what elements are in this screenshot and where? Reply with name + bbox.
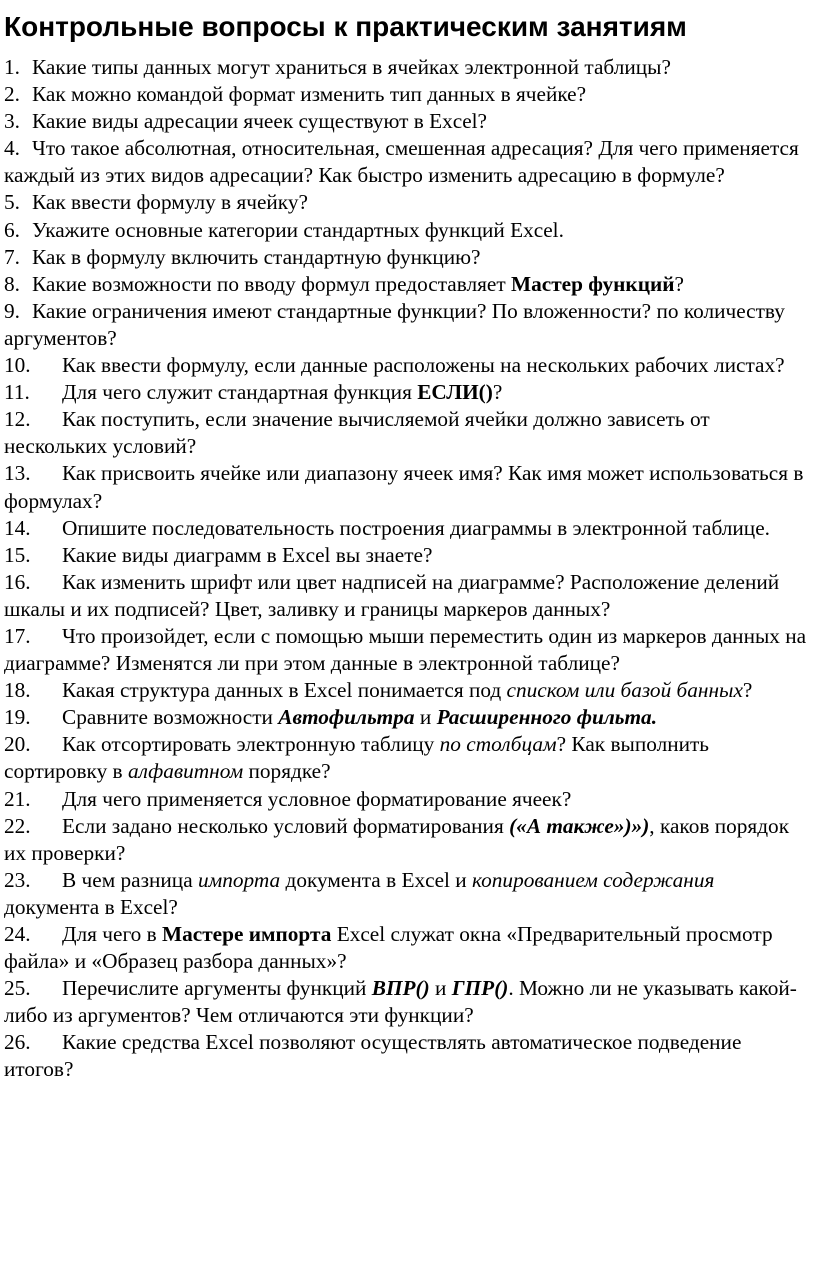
question-text: Какие возможности по вводу формул предоставляет [32,271,512,296]
question-text: Какие типы данных могут храниться в ячейках электронной таблицы? [32,55,671,79]
question-emphasis: алфавитном [127,759,244,784]
question-text: и [429,976,452,1001]
question-emphasis: Мастере импорта [162,922,332,946]
question-emphasis: Автофильтра [278,705,415,730]
question-text: Какие виды диаграмм в Excel вы знаете? [62,542,433,567]
question-text: документа в Excel? [4,894,178,919]
question-text: Перечислите аргументы функций [62,976,372,1001]
question-number: 7. [4,244,20,269]
question-item [4,460,810,514]
question-number: 13. [4,461,31,486]
question-text: Если задано несколько условий форматирования [62,813,510,838]
question-number: 22. [4,813,31,838]
question-item [4,677,810,704]
question-emphasis: Расширенного фильта. [436,705,658,730]
question-text: Как ввести формулу в ячейку? [32,190,308,215]
question-item [4,189,810,216]
question-emphasis: списком или базой банных [506,678,743,703]
question-item [4,271,810,298]
question-text: Опишите последовательность построения диаграммы в электронной таблице. [62,515,770,540]
question-text: Как изменить шрифт или цвет надписей на диаграмме? Расположение делений шкалы и их подписей? Цвет, заливку и границы маркеров данных? [4,569,780,621]
question-text: Что произойдет, если с помощью мыши переместить один из маркеров данных на диаграмме? Изменятся ли при этом данные в электронной таблице? [4,623,807,676]
question-number: 17. [4,623,31,648]
question-emphasis: копированием содержания [471,867,715,892]
question-number: 5. [4,190,20,215]
question-item [4,786,810,813]
question-text: Какие виды адресации ячеек существуют в Excel? [32,109,488,134]
question-item [4,515,810,542]
question-number: 10. [4,353,31,378]
question-number: 2. [4,82,20,107]
question-number: 1. [4,55,20,79]
question-item [4,1029,810,1083]
question-item [4,921,810,975]
question-text: Как можно командой формат изменить тип данных в ячейке? [32,82,587,107]
question-text: Что такое абсолютная, относительная, смешенная адресация? Для чего применяется каждый из этих видов адресации? Как быстро изменить адресацию в формуле? [4,136,799,188]
question-item [4,108,810,135]
question-number: 9. [4,298,20,323]
question-number: 21. [4,786,31,811]
question-item [4,569,810,623]
question-item [4,135,810,189]
question-number: 18. [4,678,31,703]
question-text: Как поступить, если значение вычисляемой ячейки должно зависеть от нескольких условий? [4,407,710,459]
question-item [4,217,810,244]
question-item [4,704,810,731]
question-number: 12. [4,407,31,432]
document-title: Контрольные вопросы к практическим занятиям [4,11,687,42]
question-text: порядке? [243,759,331,784]
question-text: ? [742,678,753,703]
question-emphasis: импорта [197,867,281,892]
question-text: Как отсортировать электронную таблицу [62,732,440,757]
question-number: 19. [4,705,31,730]
question-text: Для чего применяется условное форматирование ячеек? [62,786,572,811]
question-text: Сравните возможности [62,705,279,730]
question-text: Какая структура данных в Excel понимается под [62,678,507,703]
question-text: ? [492,380,503,405]
question-number: 16. [4,569,31,594]
question-number: 24. [4,922,31,946]
question-text: Для чего в [62,922,162,946]
question-item [4,623,810,677]
question-number: 3. [4,109,20,134]
question-number: 23. [4,867,31,892]
question-item [4,81,810,108]
question-text: Как ввести формулу, если данные расположены на нескольких рабочих листах? [62,353,785,378]
question-item [4,352,810,379]
question-emphasis: («А также»)») [509,813,650,838]
question-number: 15. [4,542,31,567]
question-list [4,54,810,1084]
question-text: Для чего служит стандартная функция [62,380,418,405]
question-item [4,731,810,785]
question-item [4,867,810,921]
question-item [4,975,810,1029]
question-text: Какие ограничения имеют стандартные функции? По вложенности? по количеству аргументов? [4,298,785,350]
question-number: 6. [4,217,20,242]
question-item [4,406,810,460]
question-number: 26. [4,1030,31,1055]
question-number: 4. [4,136,20,161]
question-emphasis: ВПР() [371,976,430,1001]
question-item [4,244,810,271]
question-text: . Можно ли не указывать какой-либо из аргументов? Чем отличаются эти функции? [4,976,797,1028]
question-number: 14. [4,515,31,540]
question-text: ? [674,271,684,296]
question-emphasis: по столбцам [439,732,557,757]
question-text: и [414,705,437,730]
question-text: , каков порядок их проверки? [4,813,790,865]
question-text: Укажите основные категории стандартных функций Excel. [32,217,564,242]
question-text: Excel служат окна «Предварительный просмотр файла» и «Образец разбора данных»? [4,922,773,974]
question-item [4,542,810,569]
question-emphasis: ГПР() [451,976,509,1001]
question-number: 8. [4,271,20,296]
question-number: 20. [4,732,31,757]
question-item [4,54,810,81]
question-text: Как в формулу включить стандартную функцию? [32,244,481,269]
question-text: Какие средства Excel позволяют осуществлять автоматическое подведение итогов? [4,1030,742,1082]
question-item [4,379,810,406]
question-item [4,813,810,867]
question-number: 11. [4,380,30,405]
question-text: ? Как выполнить сортировку в [4,732,710,784]
question-text: документа в Excel и [280,867,472,892]
question-emphasis: ЕСЛИ() [417,380,493,405]
question-number: 25. [4,976,31,1001]
question-emphasis: Мастер функций [511,271,675,296]
question-text: В чем разница [62,867,198,892]
question-text: Как присвоить ячейке или диапазону ячеек имя? Как имя может использоваться в формулах? [4,461,804,513]
question-item [4,298,810,352]
